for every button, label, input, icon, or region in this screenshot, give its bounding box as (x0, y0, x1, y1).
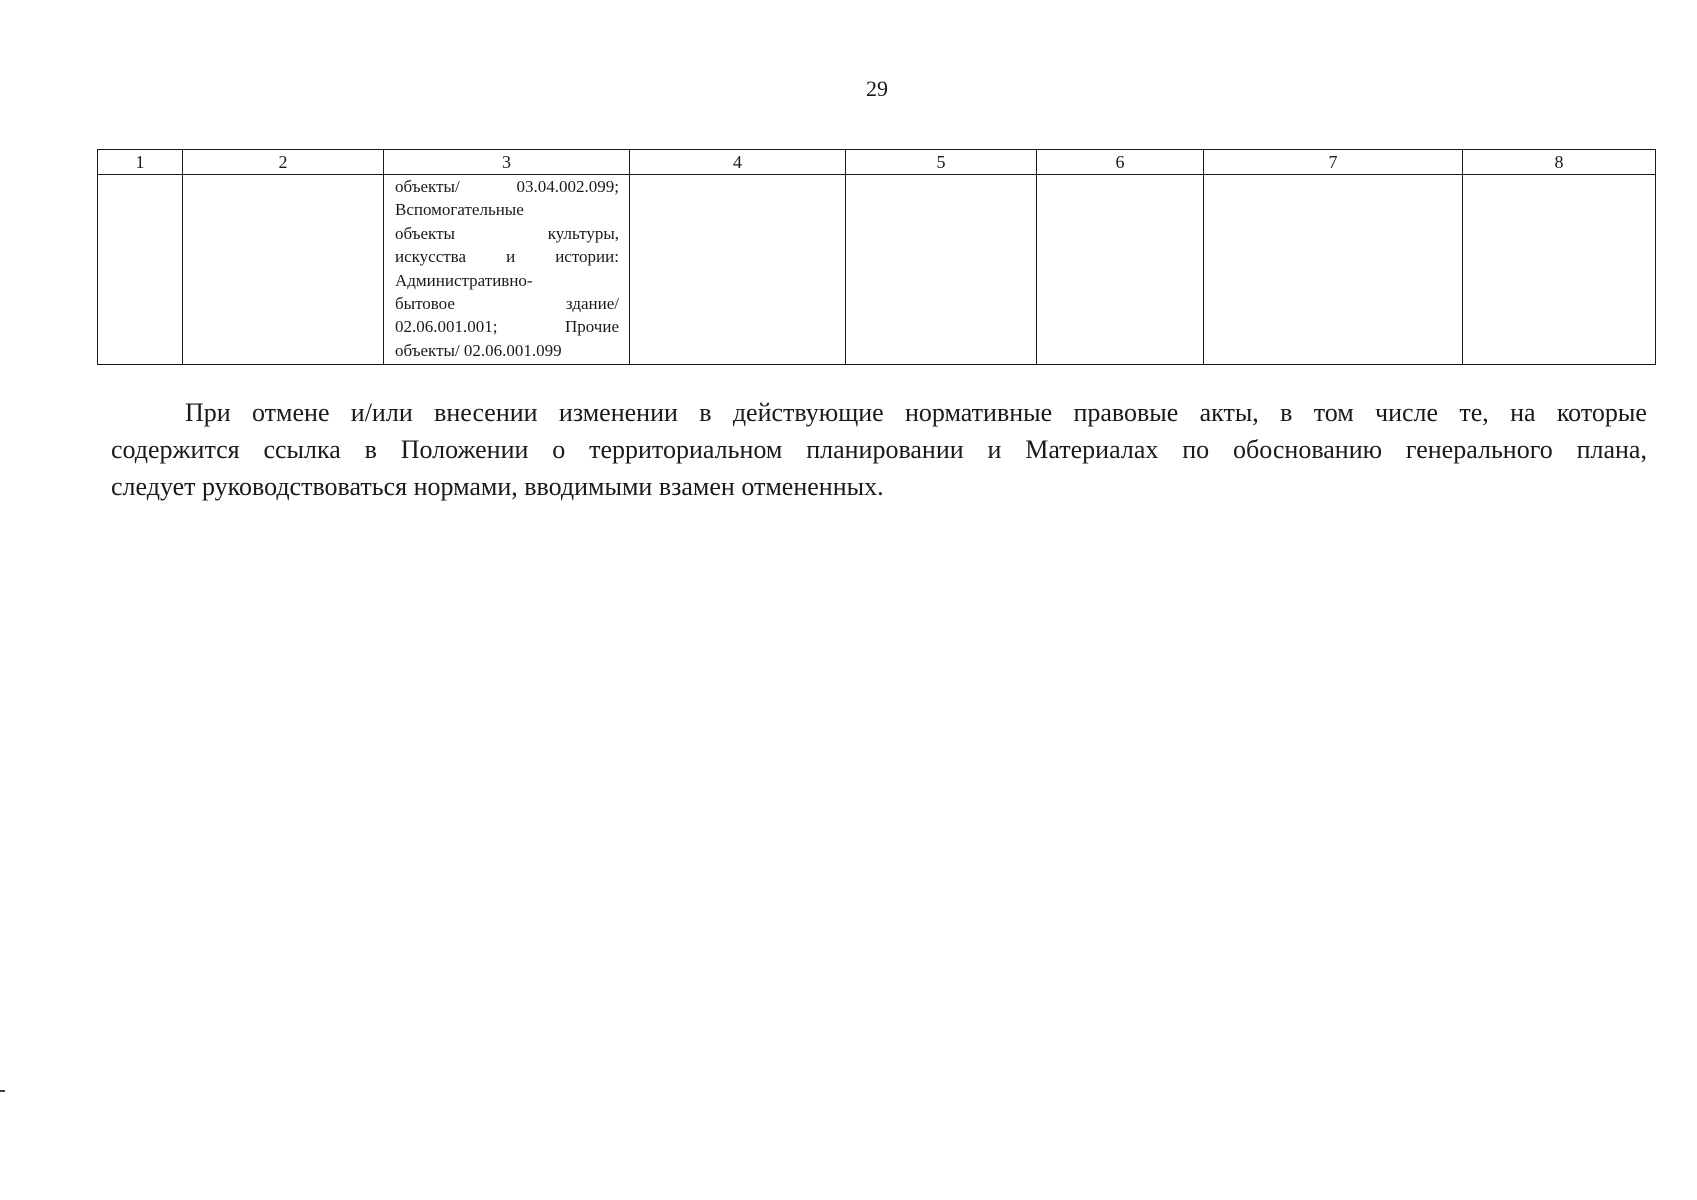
table-row (98, 175, 1656, 365)
table-cell-col1 (98, 175, 183, 365)
table-header-cell: 8 (1463, 150, 1656, 175)
data-table (97, 149, 1656, 365)
paragraph-word: обоснованию (1232, 435, 1383, 464)
table-cell-col6 (1037, 175, 1204, 365)
paragraph-word: в (1280, 398, 1293, 427)
table-header-cell: 3 (384, 150, 630, 175)
cell-word: здание/ (565, 293, 619, 313)
cell-word: и (506, 247, 516, 267)
paragraph-word: содержится (111, 435, 240, 464)
paragraph-word: плана, (1576, 435, 1647, 464)
paragraph-word: внесении (434, 398, 538, 427)
paragraph-word: отмене (252, 398, 330, 427)
cell-word: бытовое (395, 293, 455, 313)
paragraph-word: в (364, 435, 377, 464)
table-cell-col8 (1463, 175, 1656, 365)
table-header-cell: 2 (183, 150, 384, 175)
table-cell-col7 (1204, 175, 1463, 365)
paragraph-word: действующие (732, 398, 884, 427)
body-paragraph (111, 394, 1647, 505)
paragraph-word: Материалах (1025, 435, 1159, 464)
table-header-cell: 6 (1037, 150, 1204, 175)
cell-text-line (395, 198, 619, 221)
cell-text-line (395, 245, 619, 268)
cell-word: Вспомогательные (395, 200, 524, 220)
table-header-cell: 7 (1204, 150, 1463, 175)
table-header-cell: 4 (630, 150, 846, 175)
paragraph-word: ссылка (263, 435, 341, 464)
cell-text-line (395, 269, 619, 292)
table-cell-col4 (630, 175, 846, 365)
paragraph-word: территориальном (589, 435, 783, 464)
paragraph-word: о (552, 435, 566, 464)
cell-text-line (395, 222, 619, 245)
table-header-row (98, 150, 1656, 175)
table-cell-col3 (384, 175, 630, 365)
table-cell-col2 (183, 175, 384, 365)
paragraph-word: и (987, 435, 1002, 464)
cell-word: искусства (395, 247, 467, 267)
cell-text-line (395, 339, 619, 362)
paragraph-line (111, 394, 1647, 431)
paragraph-line: следует руководствоваться нормами, вводимыми взамен отмененных. (111, 472, 884, 501)
paragraph-word: которые (1556, 398, 1647, 427)
table-header-cell: 5 (846, 150, 1037, 175)
table-header-cell: 1 (98, 150, 183, 175)
cell-word: объекты/ (395, 177, 460, 196)
cell-word: Прочие (564, 317, 619, 337)
cell-text-line (395, 292, 619, 315)
cell-word: 03.04.002.099; (516, 177, 619, 196)
paragraph-word: планировании (806, 435, 964, 464)
cell-word: Административно- (395, 270, 533, 290)
cell-word: объекты (395, 223, 455, 243)
table-cell-col5 (846, 175, 1037, 365)
paragraph-word: в (699, 398, 712, 427)
paragraph-word: Положении (400, 435, 529, 464)
paragraph-word: При (185, 398, 231, 427)
paragraph-word: числе (1375, 398, 1439, 427)
page-number: 29 (866, 76, 888, 101)
paragraph-word: и/или (350, 398, 413, 427)
cell-text-line (395, 315, 619, 338)
paragraph-word: том (1313, 398, 1354, 427)
cell-word: объекты/ 02.06.001.099 (395, 340, 562, 360)
cell-word: истории: (555, 247, 619, 267)
cell-word: культуры, (547, 223, 619, 243)
paragraph-word: те, (1459, 398, 1489, 427)
paragraph-word: акты, (1199, 398, 1259, 427)
paragraph-line (111, 431, 1647, 468)
scan-artifact-mark (0, 1090, 5, 1092)
paragraph-word: изменении (558, 398, 678, 427)
paragraph-word: нормативные (905, 398, 1053, 427)
paragraph-word: по (1182, 435, 1210, 464)
paragraph-word: генерального (1405, 435, 1553, 464)
paragraph-word: правовые (1073, 398, 1179, 427)
cell-text-line (395, 175, 619, 198)
cell-word: 02.06.001.001; (395, 317, 498, 337)
paragraph-word: на (1510, 398, 1536, 427)
